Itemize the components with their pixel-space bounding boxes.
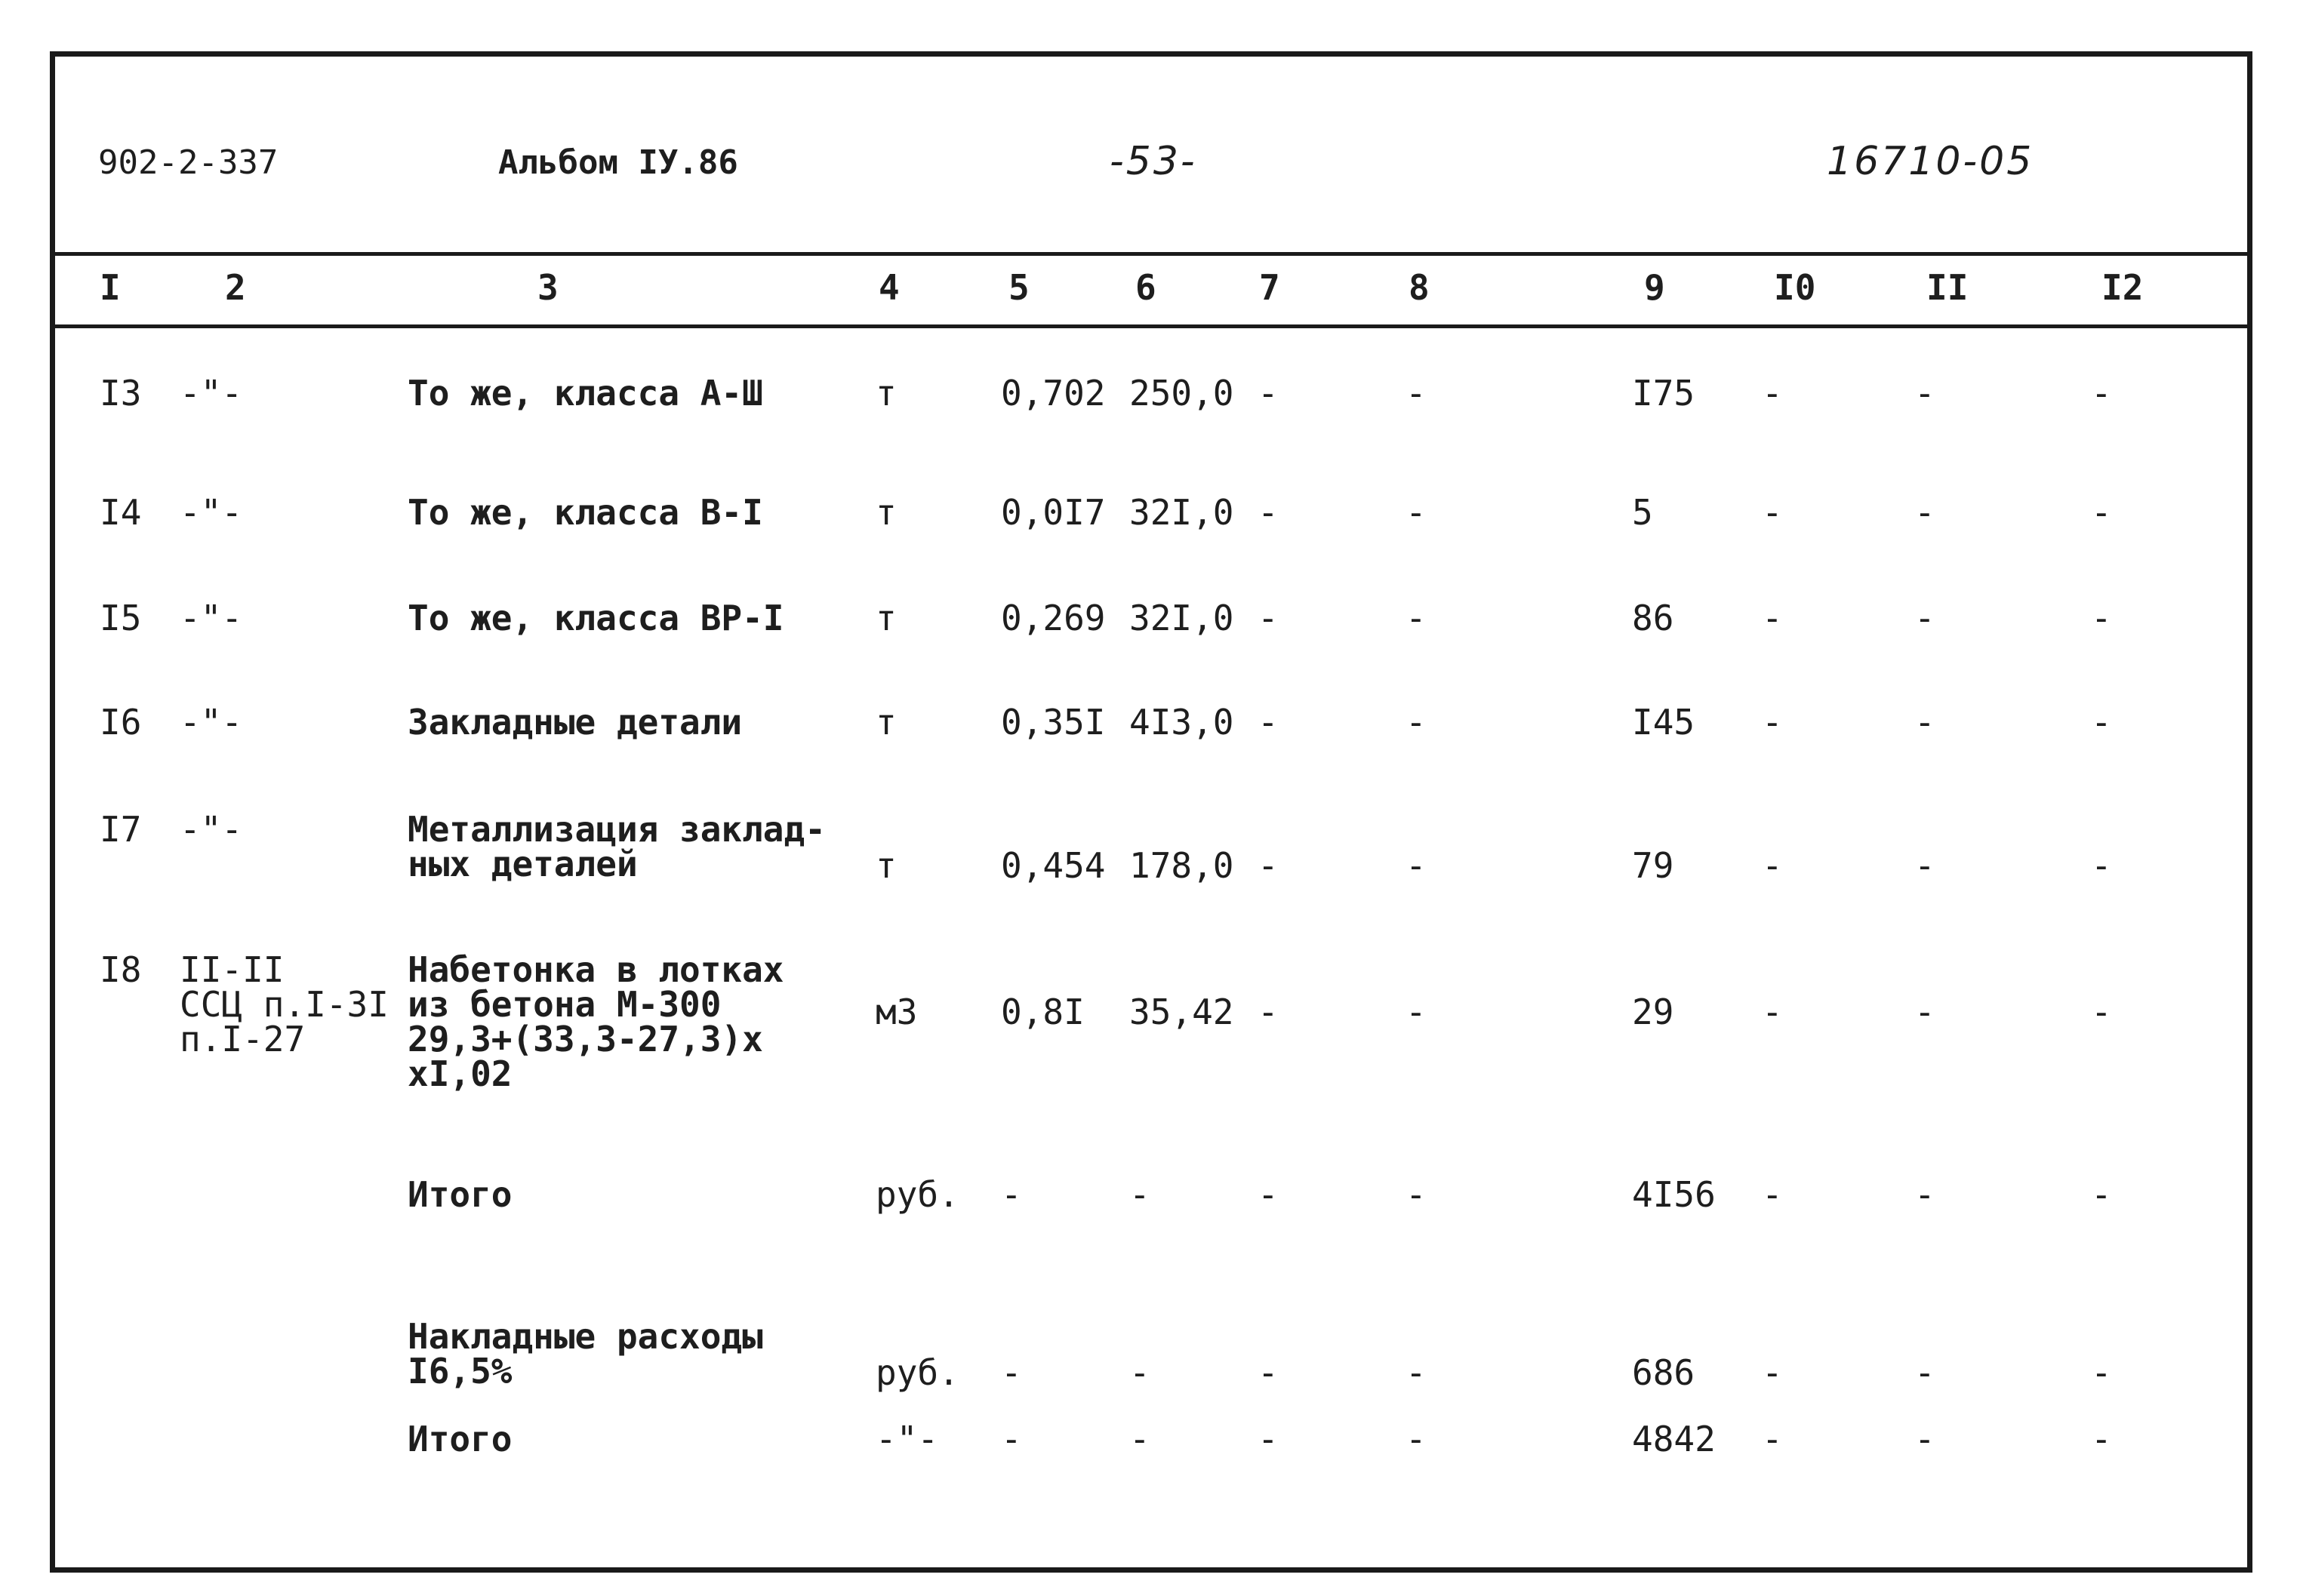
unit-cell: т: [876, 598, 897, 638]
column-10-cell: -: [1762, 1174, 1783, 1215]
column-11-cell: -: [1914, 845, 1935, 886]
description-text: из бетона М-300: [408, 984, 722, 1025]
unit-price-cell: 250,0: [1129, 373, 1234, 414]
total-cost-cell: 79: [1632, 845, 1674, 886]
column-8-cell: -: [1406, 1174, 1427, 1215]
total-cost-cell: 4I56: [1632, 1174, 1716, 1215]
column-7-cell: -: [1258, 598, 1279, 638]
column-11-cell: -: [1914, 598, 1935, 638]
description-text: Итого: [408, 1174, 513, 1215]
description-text: I6,5%: [408, 1351, 513, 1392]
column-8-cell: -: [1406, 598, 1427, 638]
column-12-cell: -: [2091, 1419, 2112, 1459]
quantity-cell: 0,702: [1001, 373, 1106, 414]
column-header-4: 4: [879, 267, 900, 308]
description-text: Накладные расходы: [408, 1316, 763, 1357]
column-7-cell: -: [1258, 1352, 1279, 1393]
unit-price-cell: 35,42: [1129, 992, 1234, 1032]
column-12-cell: -: [2091, 1174, 2112, 1215]
column-8-cell: -: [1406, 702, 1427, 743]
column-8-cell: -: [1406, 1352, 1427, 1393]
column-7-cell: -: [1258, 845, 1279, 886]
unit-cell: т: [876, 702, 897, 743]
column-header-7: 7: [1259, 267, 1280, 308]
unit-price-cell: 32I,0: [1129, 492, 1234, 533]
description-text: хI,02: [408, 1053, 513, 1094]
column-10-cell: -: [1762, 845, 1783, 886]
basis-text: -"-: [180, 598, 243, 638]
quantity-cell: 0,35I: [1001, 702, 1106, 743]
basis-text: -"-: [180, 373, 243, 414]
column-10-cell: -: [1762, 598, 1783, 638]
unit-cell: т: [876, 492, 897, 533]
column-header-1: I: [100, 267, 121, 308]
unit-price-cell: -: [1129, 1419, 1150, 1459]
project-code: 902-2-337: [98, 143, 279, 182]
quantity-cell: -: [1001, 1174, 1022, 1215]
unit-price-cell: -: [1129, 1352, 1150, 1393]
unit-cell: -"-: [876, 1419, 939, 1459]
column-11-cell: -: [1914, 1419, 1935, 1459]
quantity-cell: 0,0I7: [1001, 492, 1106, 533]
description-text: Набетонка в лотках: [408, 949, 784, 990]
quantity-cell: 0,454: [1001, 845, 1106, 886]
row-number: I8: [100, 949, 142, 990]
column-10-cell: -: [1762, 373, 1783, 414]
column-header-6: 6: [1135, 267, 1156, 308]
quantity-cell: 0,8I: [1001, 992, 1085, 1032]
column-10-cell: -: [1762, 492, 1783, 533]
unit-price-cell: 4I3,0: [1129, 702, 1234, 743]
row-number: I4: [100, 492, 142, 533]
column-7-cell: -: [1258, 1419, 1279, 1459]
description-text: ных деталей: [408, 844, 638, 884]
basis-text: -"-: [180, 702, 243, 743]
column-header-2: 2: [225, 267, 246, 308]
quantity-cell: 0,269: [1001, 598, 1106, 638]
column-header-12: I2: [2101, 267, 2144, 308]
column-11-cell: -: [1914, 992, 1935, 1032]
column-7-cell: -: [1258, 702, 1279, 743]
unit-price-cell: 32I,0: [1129, 598, 1234, 638]
basis-text: ССЦ п.I-3I: [180, 984, 389, 1025]
column-header-5: 5: [1008, 267, 1030, 308]
basis-text: II-II: [180, 949, 285, 990]
row-number: I3: [100, 373, 142, 414]
total-cost-cell: 686: [1632, 1352, 1695, 1393]
quantity-cell: -: [1001, 1352, 1022, 1393]
total-cost-cell: I75: [1632, 373, 1695, 414]
total-cost-cell: 5: [1632, 492, 1653, 533]
column-header-3: 3: [537, 267, 559, 308]
column-header-9: 9: [1644, 267, 1665, 308]
column-10-cell: -: [1762, 992, 1783, 1032]
description-text: То же, класса ВР-I: [408, 598, 784, 638]
basis-text: -"-: [180, 492, 243, 533]
row-number: I5: [100, 598, 142, 638]
description-text: Металлизация заклад-: [408, 809, 826, 850]
column-7-cell: -: [1258, 373, 1279, 414]
column-11-cell: -: [1914, 1352, 1935, 1393]
document-number: 16710-05: [1827, 139, 2034, 184]
basis-text: п.I-27: [180, 1019, 306, 1059]
row-number: I7: [100, 809, 142, 850]
column-12-cell: -: [2091, 702, 2112, 743]
description-text: Закладные детали: [408, 702, 743, 743]
description-text: То же, класса А-Ш: [408, 373, 763, 414]
unit-cell: руб.: [876, 1174, 959, 1215]
unit-price-cell: -: [1129, 1174, 1150, 1215]
unit-cell: м3: [876, 992, 918, 1032]
column-8-cell: -: [1406, 992, 1427, 1032]
total-cost-cell: 4842: [1632, 1419, 1716, 1459]
column-10-cell: -: [1762, 1352, 1783, 1393]
column-header-10: I0: [1774, 267, 1816, 308]
column-12-cell: -: [2091, 1352, 2112, 1393]
column-8-cell: -: [1406, 373, 1427, 414]
column-11-cell: -: [1914, 373, 1935, 414]
quantity-cell: -: [1001, 1419, 1022, 1459]
column-12-cell: -: [2091, 492, 2112, 533]
header-top-rule: [50, 252, 2252, 256]
column-10-cell: -: [1762, 1419, 1783, 1459]
total-cost-cell: 86: [1632, 598, 1674, 638]
column-8-cell: -: [1406, 1419, 1427, 1459]
column-7-cell: -: [1258, 492, 1279, 533]
description-text: 29,3+(33,3-27,3)х: [408, 1019, 763, 1059]
total-cost-cell: I45: [1632, 702, 1695, 743]
total-cost-cell: 29: [1632, 992, 1674, 1032]
description-text: То же, класса В-I: [408, 492, 763, 533]
column-header-8: 8: [1409, 267, 1430, 308]
column-7-cell: -: [1258, 1174, 1279, 1215]
row-number: I6: [100, 702, 142, 743]
column-11-cell: -: [1914, 1174, 1935, 1215]
column-12-cell: -: [2091, 845, 2112, 886]
column-12-cell: -: [2091, 992, 2112, 1032]
column-7-cell: -: [1258, 992, 1279, 1032]
page-number: -53-: [1110, 139, 1197, 184]
column-11-cell: -: [1914, 702, 1935, 743]
column-8-cell: -: [1406, 492, 1427, 533]
column-10-cell: -: [1762, 702, 1783, 743]
column-8-cell: -: [1406, 845, 1427, 886]
header-bottom-rule: [50, 324, 2252, 328]
unit-cell: т: [876, 845, 897, 886]
column-12-cell: -: [2091, 373, 2112, 414]
column-11-cell: -: [1914, 492, 1935, 533]
column-12-cell: -: [2091, 598, 2112, 638]
column-header-11: II: [1926, 267, 1969, 308]
description-text: Итого: [408, 1419, 513, 1459]
album-label: Альбом IУ.86: [498, 143, 738, 182]
unit-price-cell: 178,0: [1129, 845, 1234, 886]
unit-cell: т: [876, 373, 897, 414]
unit-cell: руб.: [876, 1352, 959, 1393]
basis-text: -"-: [180, 809, 243, 850]
